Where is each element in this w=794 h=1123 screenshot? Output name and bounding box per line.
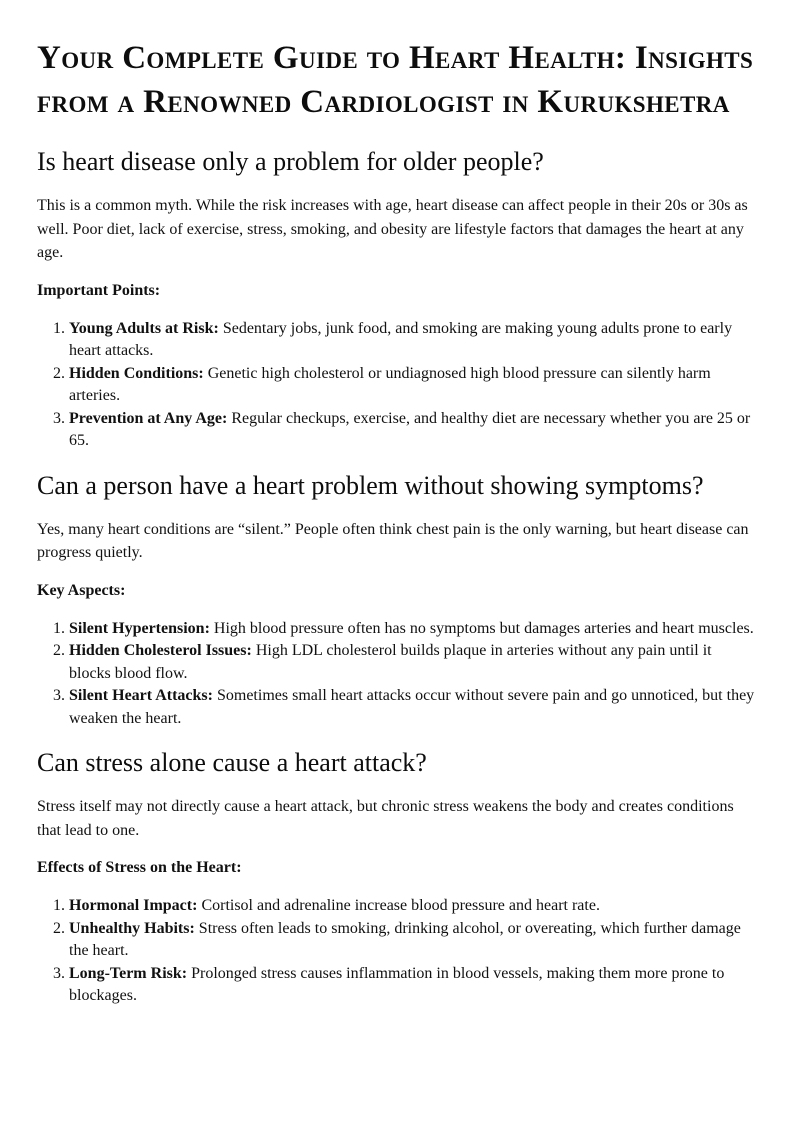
section-heading: Can stress alone cause a heart attack?: [37, 748, 427, 777]
list-item-term: Prevention at Any Age:: [69, 409, 228, 427]
list-item: [69, 640, 757, 685]
list-item-term: Silent Heart Attacks:: [69, 687, 213, 704]
section-stress: [37, 747, 757, 1008]
list-item-text: Genetic high cholesterol or undiagnosed high blood pressure can silently harm arteries.: [69, 364, 711, 404]
numbered-list: [37, 318, 757, 453]
document-title: Your Complete Guide to Heart Health: Insights from a Renowned Cardiologist in Kurukshetra: [37, 40, 754, 120]
section-age-myth: [37, 146, 757, 453]
numbered-list: [37, 895, 757, 1008]
section-silent-symptoms: [37, 470, 757, 731]
list-item: [69, 363, 757, 408]
list-item: [69, 963, 757, 1008]
list-item-text: Cortisol and adrenaline increase blood pressure and heart rate.: [197, 897, 600, 914]
list-item-term: Silent Hypertension:: [69, 619, 210, 637]
list-item: [69, 685, 757, 730]
list-item-text: Stress often leads to smoking, drinking alcohol, or overeating, which further damage the heart.: [69, 919, 741, 959]
list-item-text: Sometimes small heart attacks occur without severe pain and go unnoticed, but they weaken the heart.: [69, 687, 755, 727]
list-item-text: High blood pressure often has no symptoms but damages arteries and heart muscles.: [209, 619, 754, 637]
list-item: [69, 618, 757, 641]
list-item-term: Hidden Conditions:: [69, 364, 204, 382]
section-subheading: Key Aspects:: [37, 581, 126, 599]
section-paragraph: Stress itself may not directly cause a heart attack, but chronic stress weakens the body and creates conditions that lead to one.: [37, 798, 734, 839]
section-paragraph: Yes, many heart conditions are “silent.” People often think chest pain is the only warning, but heart disease can progress quietly.: [37, 520, 749, 561]
list-item-term: Unhealthy Habits:: [69, 919, 195, 937]
list-item-term: Hormonal Impact:: [69, 897, 198, 914]
section-heading: Is heart disease only a problem for older people?: [37, 147, 544, 176]
list-item-text: High LDL cholesterol builds plaque in arteries without any pain until it blocks blood flow.: [69, 642, 712, 682]
numbered-list: [37, 618, 757, 731]
list-item-text: Sedentary jobs, junk food, and smoking are making young adults prone to early heart attacks.: [69, 319, 733, 359]
list-item: [69, 918, 757, 963]
list-item-term: Hidden Cholesterol Issues:: [69, 642, 252, 659]
section-paragraph: This is a common myth. While the risk increases with age, heart disease can affect people in their 20s or 30s as well. Poor diet, lack of exercise, stress, smoking, and obesity are lifestyle factors that damages the heart at any age.: [37, 197, 748, 261]
list-item: [69, 408, 757, 453]
list-item: [69, 318, 757, 363]
list-item-term: Long-Term Risk:: [69, 964, 188, 982]
section-subheading: Important Points:: [37, 281, 161, 299]
list-item-text: Regular checkups, exercise, and healthy diet are necessary whether you are 25 or 65.: [69, 409, 751, 449]
list-item: [69, 895, 757, 918]
section-subheading: Effects of Stress on the Heart:: [37, 859, 242, 876]
section-heading: Can a person have a heart problem without showing symptoms?: [37, 470, 704, 500]
list-item-term: Young Adults at Risk:: [69, 319, 219, 337]
list-item-text: Prolonged stress causes inflammation in blood vessels, making them more prone to blockages.: [69, 964, 725, 1004]
